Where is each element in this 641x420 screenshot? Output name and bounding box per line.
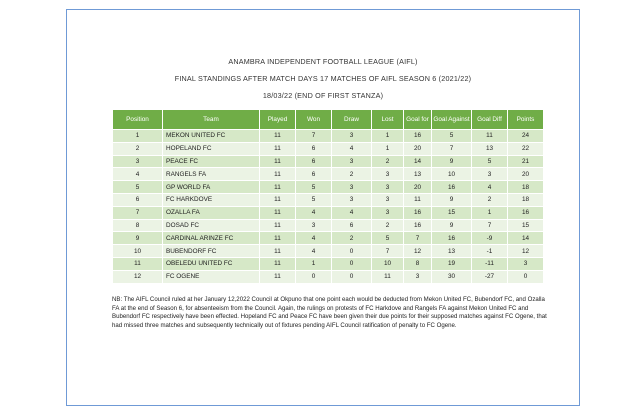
table-cell: 16 — [508, 206, 544, 219]
table-cell: 3 — [372, 193, 404, 206]
table-cell: 2 — [113, 142, 163, 155]
footnote: NB: The AIFL Council ruled at her January 12,2022 Council at Okpuno that one point each would be deducted from Mekon United FC, Bubendorf FC, and Ozalla FA at the end of Season 6, for absenteeism from the Council. Again, the rulings on protests of FC Harkdove and Rangels FA against Mekon United FC and Bubendorf FC respectively have been effected. Hopeland FC and Peace FC have been given their due points for their supposed matches against FC Ogene, that had missed three matches and subsequently technically out of fixtures pending AIFL Council ratification of penalty to FC Ogene. — [112, 296, 547, 329]
table-row — [113, 257, 544, 270]
table-row — [113, 206, 544, 219]
table-cell: 3 — [472, 168, 508, 181]
table-cell: 15 — [508, 219, 544, 232]
table-cell: 6 — [296, 168, 332, 181]
table-cell: -11 — [472, 257, 508, 270]
col-header-team: Team — [163, 110, 260, 130]
table-row — [113, 219, 544, 232]
table-cell: 11 — [404, 193, 432, 206]
col-header-goal-for: Goal for — [404, 110, 432, 130]
table-row — [113, 168, 544, 181]
table-cell: HOPELAND FC — [163, 142, 260, 155]
table-cell: 4 — [296, 206, 332, 219]
table-cell: 1 — [296, 257, 332, 270]
table-cell: 9 — [113, 232, 163, 245]
col-header-goal-against: Goal Against — [432, 110, 472, 130]
table-cell: 16 — [432, 181, 472, 194]
table-cell: 16 — [404, 219, 432, 232]
table-cell: 8 — [113, 219, 163, 232]
table-cell: 3 — [332, 193, 372, 206]
table-cell: 6 — [332, 219, 372, 232]
table-cell: 7 — [372, 245, 404, 258]
table-cell: BUBENDORF FC — [163, 245, 260, 258]
table-cell: -9 — [472, 232, 508, 245]
table-cell: 20 — [404, 181, 432, 194]
league-title: ANAMBRA INDEPENDENT FOOTBALL LEAGUE (AIFL) — [228, 57, 418, 66]
table-cell: 11 — [260, 232, 296, 245]
table-cell: 2 — [372, 219, 404, 232]
table-cell: 1 — [372, 142, 404, 155]
table-cell: 3 — [332, 130, 372, 143]
table-cell: 8 — [404, 257, 432, 270]
table-header-row — [113, 110, 544, 130]
table-row — [113, 142, 544, 155]
table-cell: 16 — [404, 206, 432, 219]
table-cell: 16 — [404, 130, 432, 143]
table-cell: 3 — [296, 219, 332, 232]
table-cell: 0 — [332, 245, 372, 258]
table-row — [113, 232, 544, 245]
standings-subtitle: FINAL STANDINGS AFTER MATCH DAYS 17 MATCHES OF AIFL SEASON 6 (2021/22) — [174, 74, 472, 83]
table-cell: 18 — [508, 193, 544, 206]
table-cell: 10 — [113, 245, 163, 258]
table-cell: 5 — [296, 181, 332, 194]
table-cell: 6 — [296, 155, 332, 168]
table-cell: 0 — [332, 270, 372, 283]
standings-body — [113, 130, 544, 284]
table-row — [113, 245, 544, 258]
table-cell: 3 — [372, 206, 404, 219]
table-cell: 5 — [296, 193, 332, 206]
table-cell: 11 — [260, 257, 296, 270]
table-cell: 4 — [296, 245, 332, 258]
table-cell: 12 — [113, 270, 163, 283]
table-cell: 11 — [260, 219, 296, 232]
table-cell: 9 — [432, 155, 472, 168]
table-cell: 10 — [432, 168, 472, 181]
table-cell: 20 — [508, 168, 544, 181]
table-row — [113, 270, 544, 283]
table-cell: -1 — [472, 245, 508, 258]
table-cell: 15 — [432, 206, 472, 219]
table-cell: 13 — [432, 245, 472, 258]
table-cell: 11 — [260, 270, 296, 283]
table-cell: 7 — [472, 219, 508, 232]
table-row — [113, 181, 544, 194]
table-cell: 21 — [508, 155, 544, 168]
table-cell: GP WORLD FA — [163, 181, 260, 194]
table-cell: FC OGENE — [163, 270, 260, 283]
table-cell: 11 — [372, 270, 404, 283]
table-cell: 3 — [332, 181, 372, 194]
table-cell: 2 — [332, 232, 372, 245]
table-cell: 24 — [508, 130, 544, 143]
standings-table — [112, 109, 544, 284]
table-cell: 4 — [332, 206, 372, 219]
table-cell: 7 — [113, 206, 163, 219]
table-cell: 3 — [508, 257, 544, 270]
table-row — [113, 130, 544, 143]
col-header-lost: Lost — [372, 110, 404, 130]
table-cell: 5 — [432, 130, 472, 143]
table-cell: 7 — [404, 232, 432, 245]
table-cell: 12 — [404, 245, 432, 258]
table-cell: RANGELS FA — [163, 168, 260, 181]
table-cell: 4 — [332, 142, 372, 155]
table-cell: 0 — [508, 270, 544, 283]
table-cell: 2 — [332, 168, 372, 181]
table-cell: 7 — [432, 142, 472, 155]
table-cell: MEKON UNITED FC — [163, 130, 260, 143]
table-cell: 16 — [432, 232, 472, 245]
table-cell: 0 — [332, 257, 372, 270]
table-cell: 11 — [260, 130, 296, 143]
table-cell: 2 — [472, 193, 508, 206]
table-cell: 4 — [296, 232, 332, 245]
table-cell: 13 — [472, 142, 508, 155]
table-cell: 6 — [113, 193, 163, 206]
table-cell: 30 — [432, 270, 472, 283]
table-cell: 4 — [472, 181, 508, 194]
table-cell: 20 — [404, 142, 432, 155]
table-cell: 3 — [113, 155, 163, 168]
table-cell: 11 — [472, 130, 508, 143]
table-cell: 3 — [332, 155, 372, 168]
col-header-position: Position — [113, 110, 163, 130]
table-cell: 9 — [432, 219, 472, 232]
table-row — [113, 193, 544, 206]
table-cell: 5 — [372, 232, 404, 245]
table-cell: OBELEDU UNITED FC — [163, 257, 260, 270]
table-cell: 19 — [432, 257, 472, 270]
table-cell: 5 — [113, 181, 163, 194]
table-cell: FC HARKDOVE — [163, 193, 260, 206]
col-header-points: Points — [508, 110, 544, 130]
col-header-goal-diff: Goal Diff — [472, 110, 508, 130]
table-cell: 11 — [260, 168, 296, 181]
table-cell: 1 — [472, 206, 508, 219]
col-header-won: Won — [296, 110, 332, 130]
table-cell: 11 — [260, 193, 296, 206]
table-cell: 7 — [296, 130, 332, 143]
table-cell: 3 — [372, 168, 404, 181]
table-cell: 6 — [296, 142, 332, 155]
table-cell: DOSAD FC — [163, 219, 260, 232]
table-cell: 3 — [372, 181, 404, 194]
table-cell: 0 — [296, 270, 332, 283]
document-frame — [66, 9, 580, 406]
table-cell: 1 — [113, 130, 163, 143]
table-cell: 14 — [508, 232, 544, 245]
table-cell: 10 — [372, 257, 404, 270]
col-header-draw: Draw — [332, 110, 372, 130]
table-cell: OZALLA FA — [163, 206, 260, 219]
table-cell: 9 — [432, 193, 472, 206]
table-row — [113, 155, 544, 168]
table-cell: 13 — [404, 168, 432, 181]
table-cell: 14 — [404, 155, 432, 168]
col-header-played: Played — [260, 110, 296, 130]
table-cell: 11 — [260, 181, 296, 194]
table-cell: 5 — [472, 155, 508, 168]
table-cell: 1 — [372, 130, 404, 143]
table-cell: 11 — [113, 257, 163, 270]
standings-date: 18/03/22 (END OF FIRST STANZA) — [262, 91, 384, 100]
table-cell: 11 — [260, 142, 296, 155]
table-cell: PEACE FC — [163, 155, 260, 168]
table-cell: -27 — [472, 270, 508, 283]
table-cell: 12 — [508, 245, 544, 258]
table-cell: 4 — [113, 168, 163, 181]
table-cell: CARDINAL ARINZE FC — [163, 232, 260, 245]
table-cell: 11 — [260, 155, 296, 168]
table-cell: 11 — [260, 206, 296, 219]
table-cell: 22 — [508, 142, 544, 155]
table-cell: 2 — [372, 155, 404, 168]
table-cell: 11 — [260, 245, 296, 258]
table-cell: 3 — [404, 270, 432, 283]
table-cell: 18 — [508, 181, 544, 194]
